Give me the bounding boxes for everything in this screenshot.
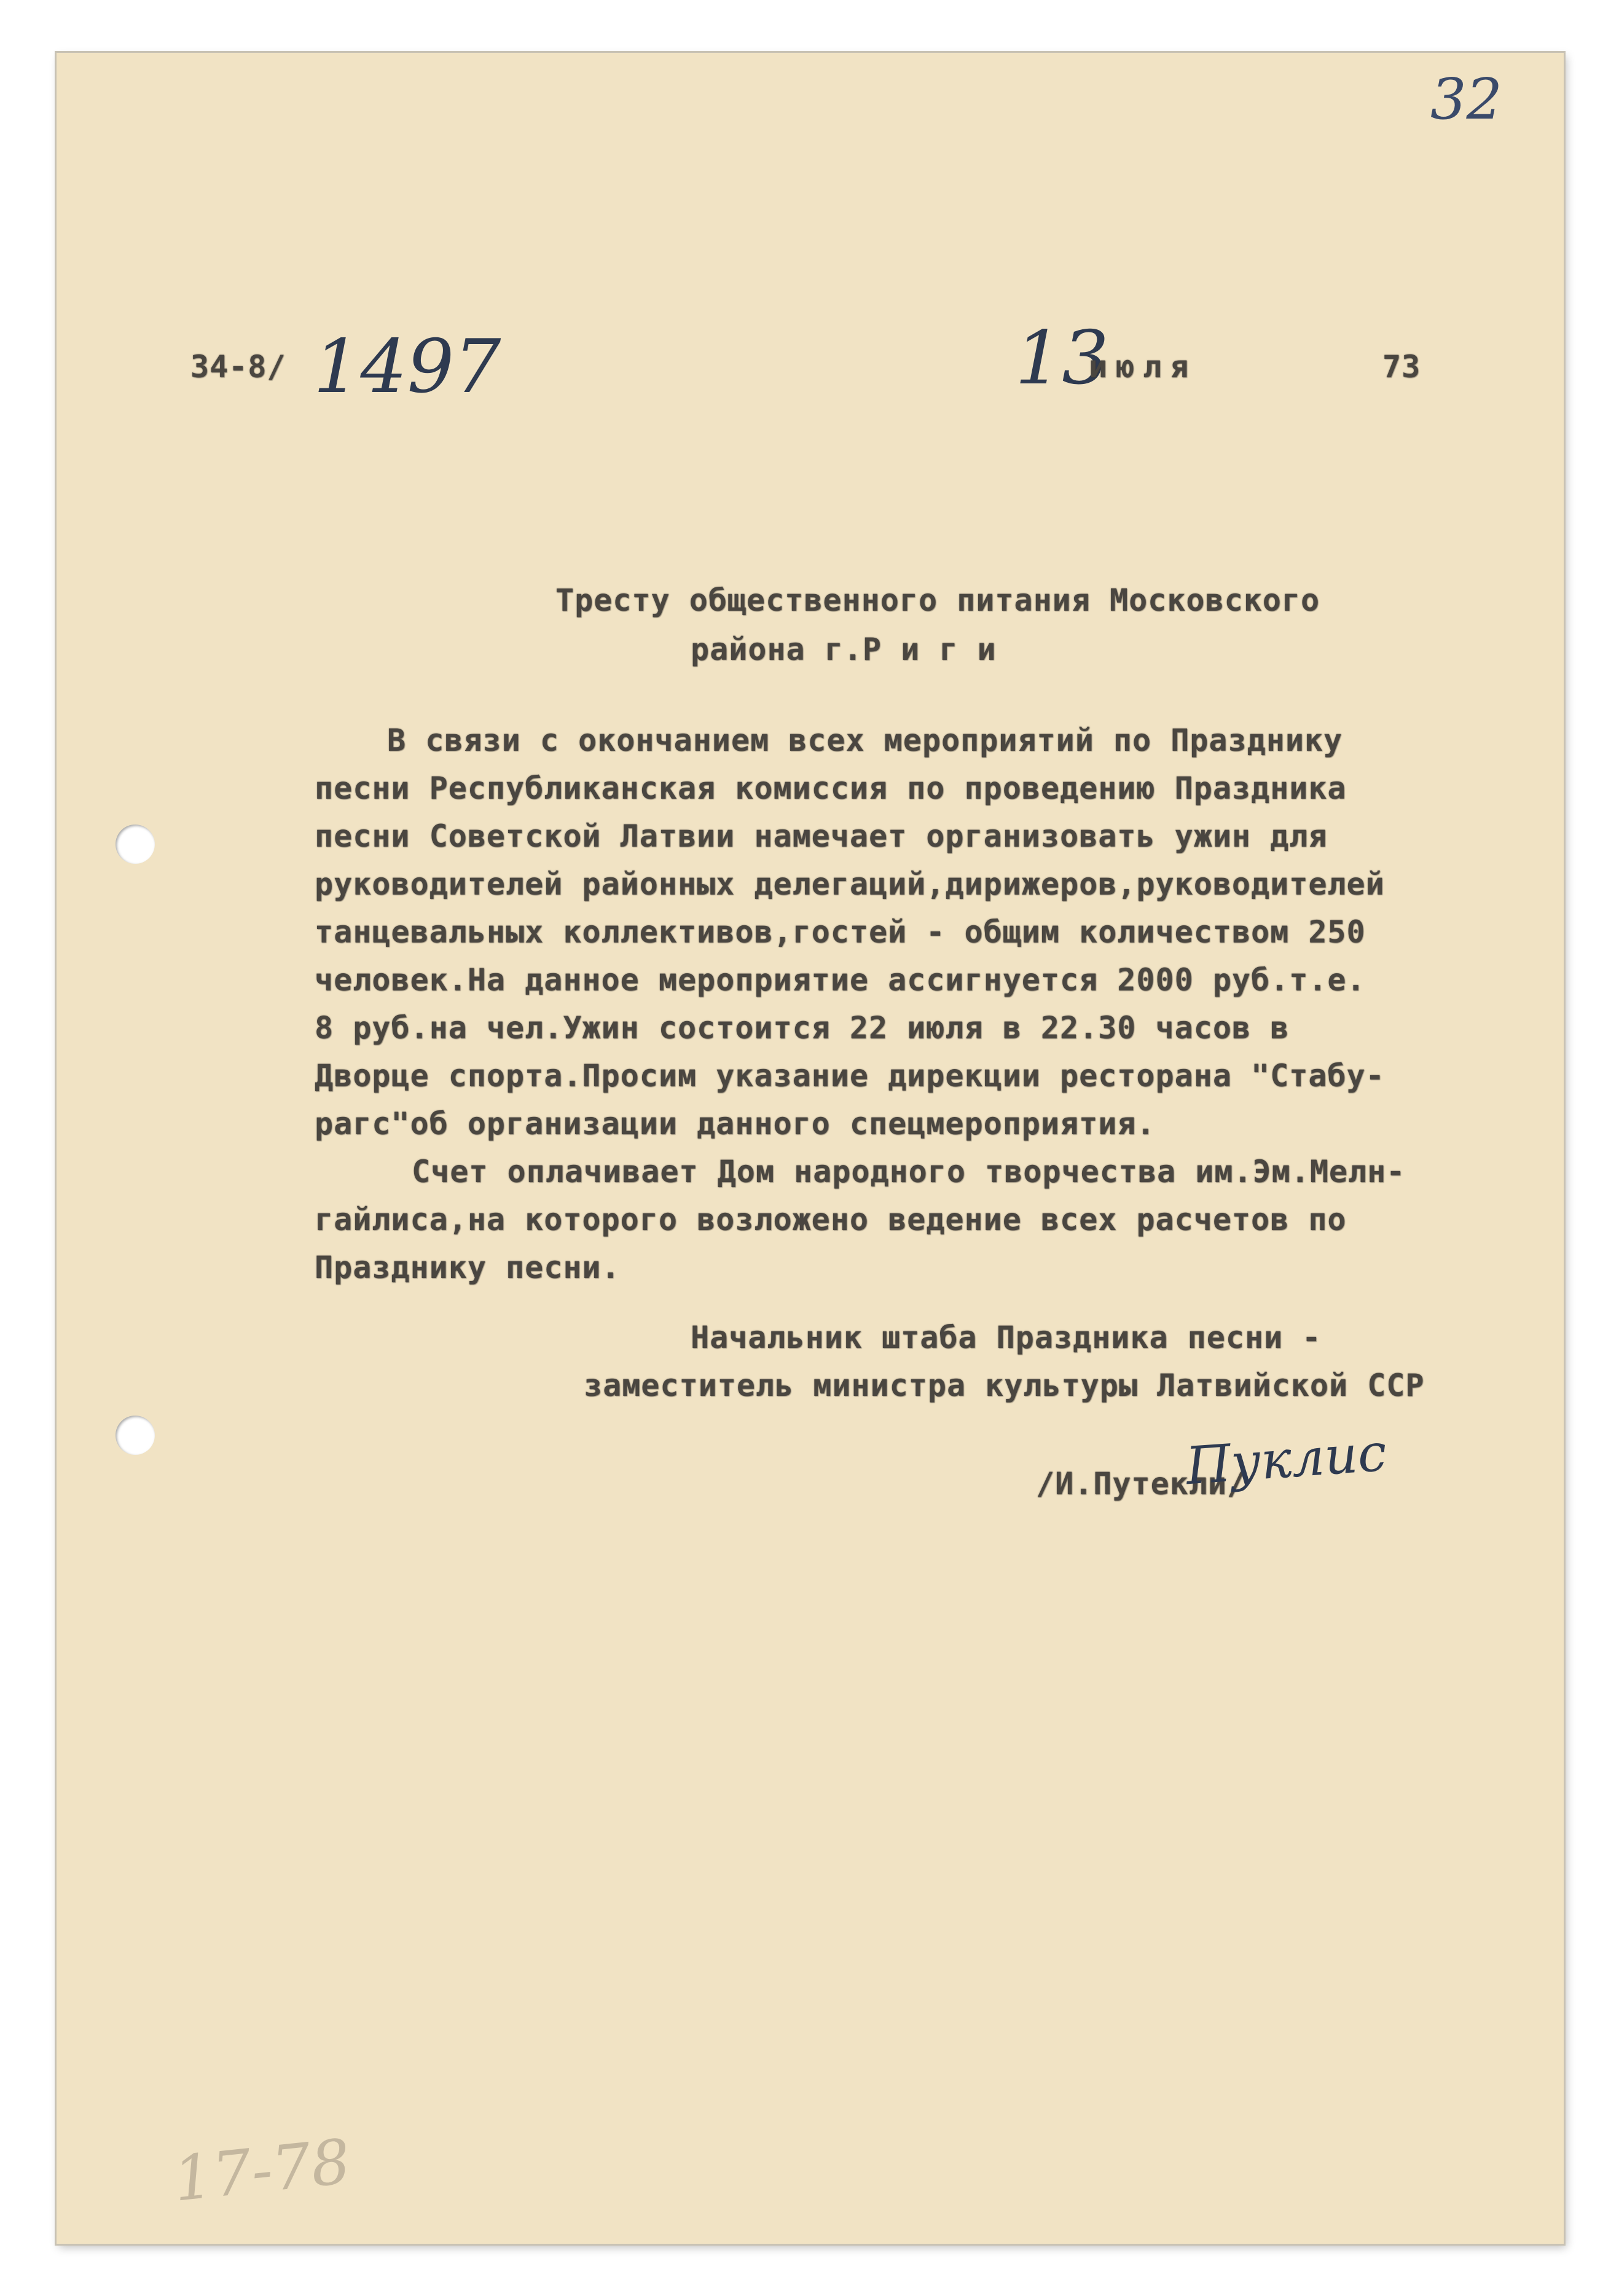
document-sheet — [57, 53, 1564, 2244]
signatory-title-line-1: Начальник штаба Праздника песни - — [691, 1320, 1322, 1355]
reference-prefix: 34-8/ — [190, 349, 286, 385]
body-line: человек.На данное мероприятие ассигнуется 2000 руб.т.е. — [315, 962, 1366, 998]
date-day: 13 — [1015, 316, 1109, 401]
punch-hole-top — [116, 825, 155, 864]
date-month: июля — [1089, 349, 1198, 385]
body-paragraph-1 — [315, 716, 1385, 1148]
body-line: руководителей районных делегаций,дирижеров,руководителей — [315, 866, 1385, 902]
body-line: Счет оплачивает Дом народного творчества им.Эм.Мелн- — [412, 1154, 1406, 1189]
body-paragraph-2 — [315, 1148, 1405, 1291]
body-line: песни Советской Латвии намечает организовать ужин для — [315, 818, 1328, 854]
body-line: танцевальных коллективов,гостей - общим количеством 250 — [315, 914, 1366, 950]
margin-pencil-note: 17-78 — [170, 2125, 354, 2216]
addressee-line-2: района г.Р и г и — [691, 632, 997, 667]
page-number: 32 — [1430, 66, 1503, 132]
body-line: В связи с окончанием всех мероприятий по Празднику — [387, 723, 1343, 758]
body-line: 8 руб.на чел.Ужин состоится 22 июля в 22.30 часов в — [315, 1010, 1290, 1046]
body-line: рагс"об организации данного спецмероприятия. — [315, 1106, 1156, 1142]
punch-hole-bottom — [116, 1416, 155, 1455]
body-line: гайлиса,на которого возложено ведение всех расчетов по — [315, 1202, 1347, 1237]
signatory-name: /И.Путекли/ — [1036, 1466, 1247, 1502]
addressee-line-1: Тресту общественного питания Московского — [555, 582, 1320, 618]
handwritten-signature: Пуклис — [1183, 1422, 1389, 1497]
signatory-title-line-2: заместитель министра культуры Латвийской ССР — [584, 1368, 1425, 1403]
reference-number: 1497 — [313, 324, 501, 410]
body-line: Празднику песни. — [315, 1250, 621, 1285]
date-year: 73 — [1382, 349, 1421, 385]
body-line: Дворце спорта.Просим указание дирекции ресторана "Стабу- — [315, 1058, 1385, 1094]
body-line: песни Республиканская комиссия по проведению Праздника — [315, 770, 1347, 806]
